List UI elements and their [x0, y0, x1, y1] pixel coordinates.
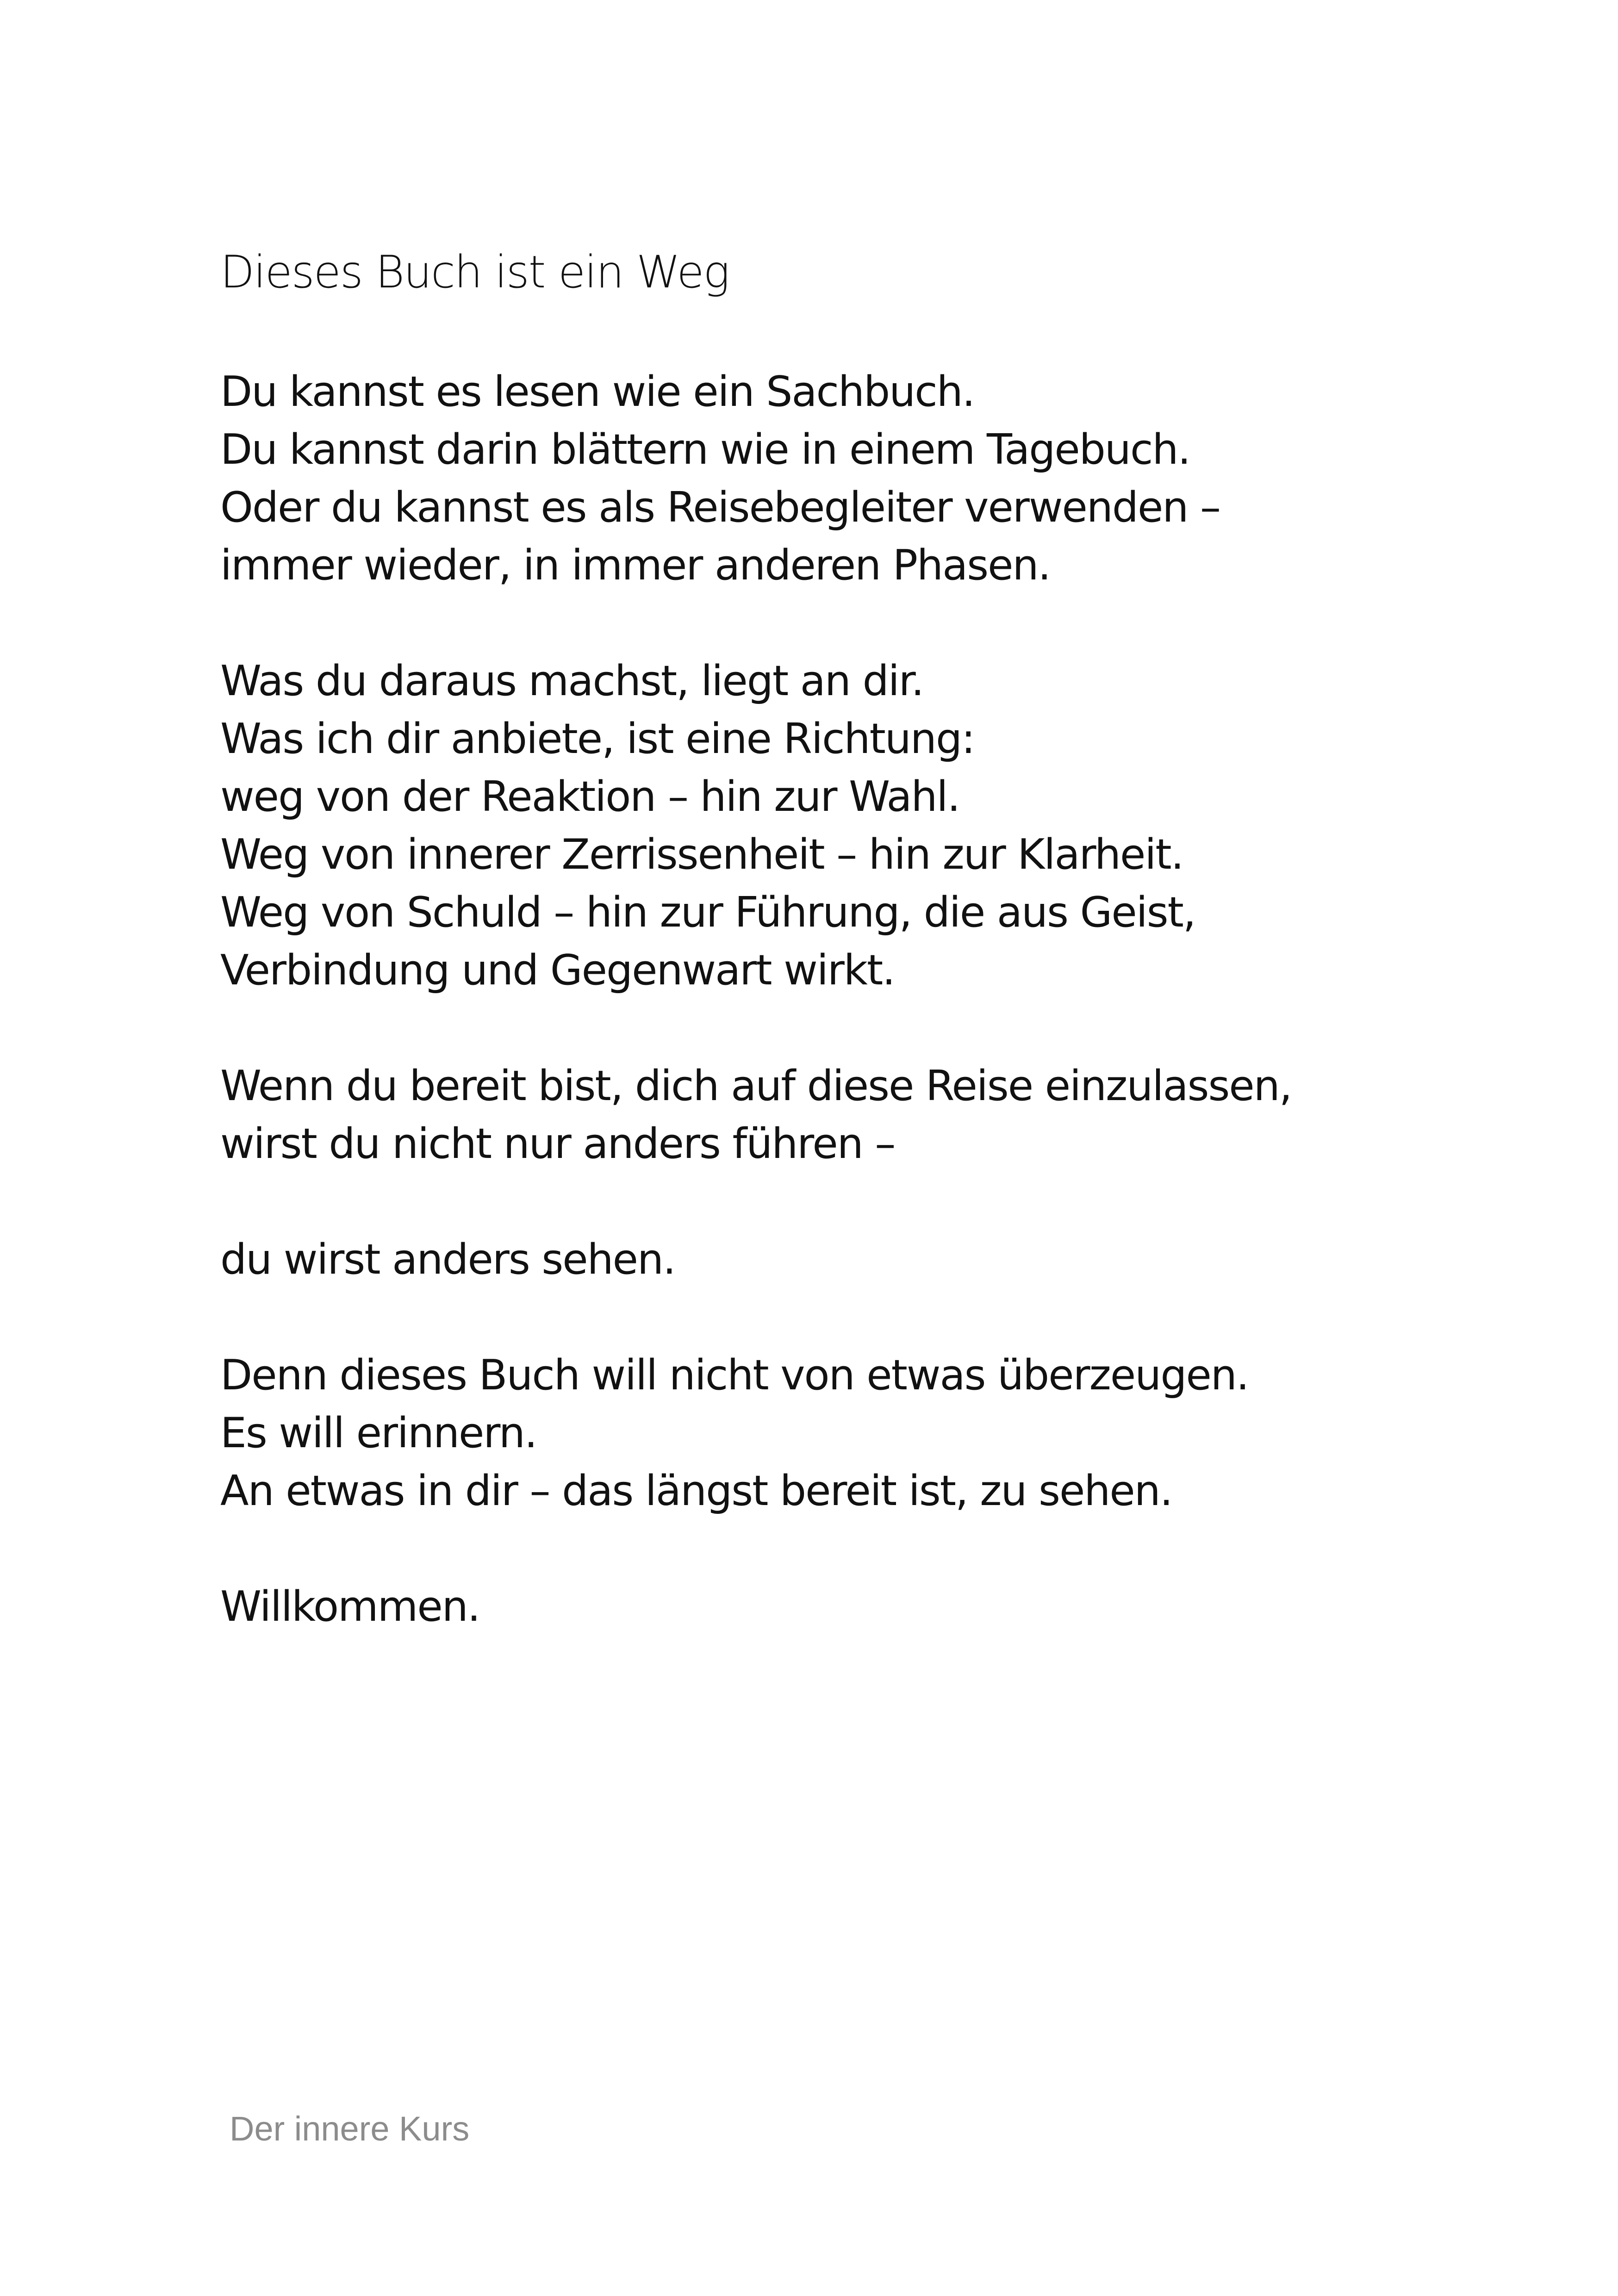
paragraph-5 — [220, 1346, 1470, 1520]
text-line: Weg von Schuld – hin zur Führung, die aus Geist, — [220, 888, 1195, 937]
page-title: Dieses Buch ist ein Weg — [220, 246, 729, 298]
text-line: Denn dieses Buch will nicht von etwas überzeugen. — [220, 1351, 1249, 1400]
body-text — [220, 363, 1470, 1693]
paragraph-4 — [220, 1231, 1470, 1288]
text-line: Verbindung und Gegenwart wirkt. — [220, 946, 895, 995]
paragraph-3 — [220, 1057, 1470, 1173]
text-line: weg von der Reaktion – hin zur Wahl. — [220, 772, 960, 821]
text-line: Wenn du bereit bist, dich auf diese Reise einzulassen, — [220, 1062, 1292, 1110]
text-line: immer wieder, in immer anderen Phasen. — [220, 541, 1051, 590]
text-line: du wirst anders sehen. — [220, 1235, 675, 1284]
text-line: Was ich dir anbiete, ist eine Richtung: — [220, 715, 975, 763]
page-footer: Der innere Kurs — [230, 2109, 470, 2148]
text-line: wirst du nicht nur anders führen – — [220, 1120, 895, 1168]
text-line: Es will erinnern. — [220, 1409, 537, 1457]
text-line: Du kannst es lesen wie ein Sachbuch. — [220, 367, 975, 416]
text-line: Was du daraus machst, liegt an dir. — [220, 657, 924, 705]
paragraph-2 — [220, 652, 1470, 999]
text-line: Du kannst darin blättern wie in einem Tagebuch. — [220, 425, 1190, 474]
paragraph-1 — [220, 363, 1470, 594]
text-line: Weg von innerer Zerrissenheit – hin zur Klarheit. — [220, 830, 1183, 879]
text-line: Willkommen. — [220, 1582, 480, 1631]
text-line: An etwas in dir – das längst bereit ist, zu sehen. — [220, 1467, 1172, 1515]
paragraph-6 — [220, 1578, 1470, 1636]
text-line: Oder du kannst es als Reisebegleiter verwenden – — [220, 483, 1220, 532]
